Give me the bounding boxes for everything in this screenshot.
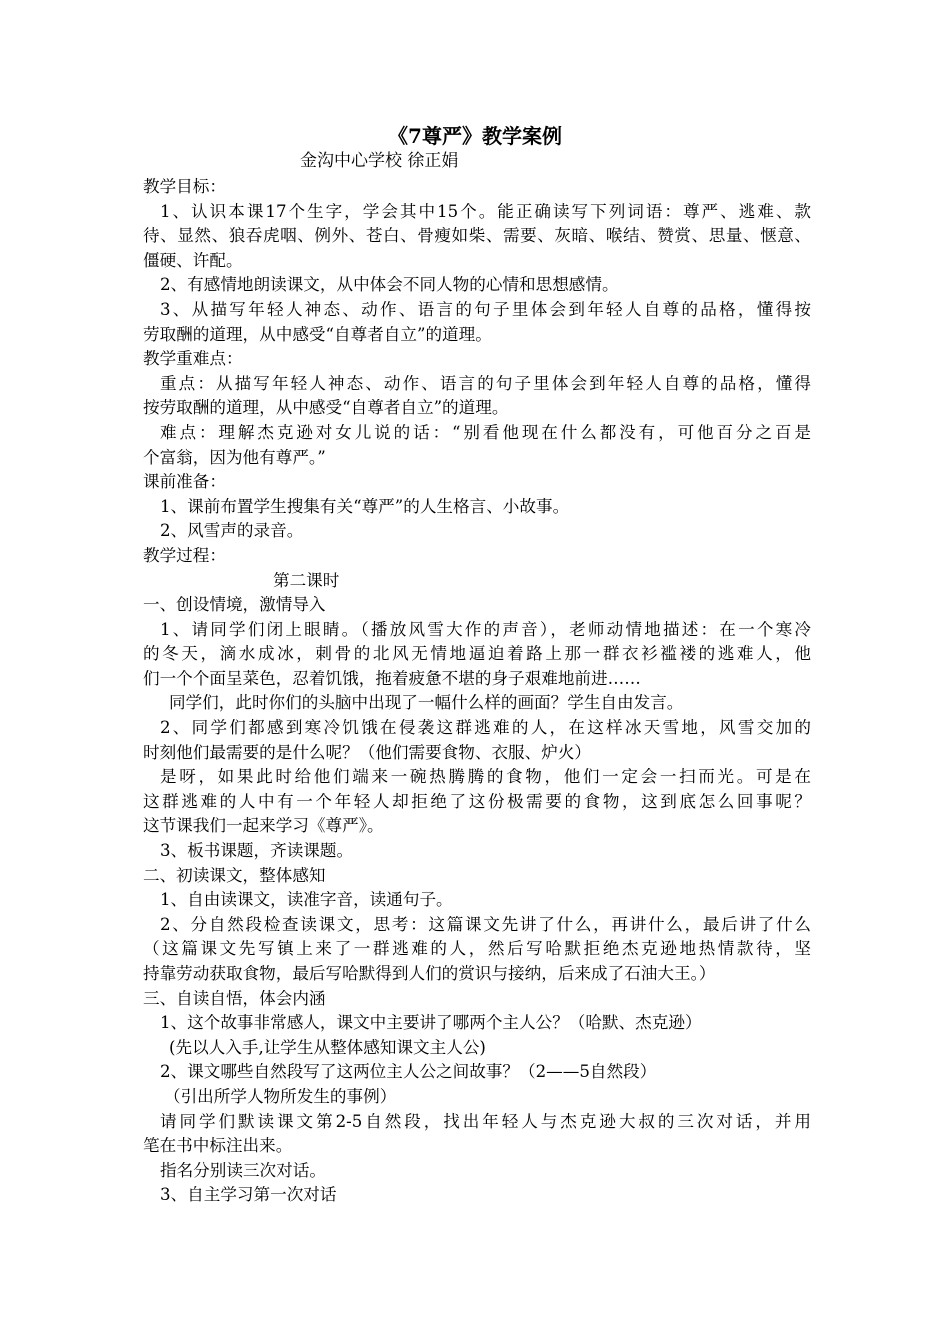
text-line: 是呀，如果此时给他们端来一碗热腾腾的食物，他们一定会一扫而光。可是在 xyxy=(160,767,811,787)
text-line: 们一个个面呈菜色，忍着饥饿，拖着疲惫不堪的身子艰难地前进…… xyxy=(143,668,641,688)
text-line: 待、显然、狼吞虎咽、例外、苍白、骨瘦如柴、需要、灰暗、喉结、赞赏、思量、惬意、 xyxy=(143,226,811,246)
text-line: 时刻他们最需要的是什么呢？（他们需要食物、衣服、炉火） xyxy=(143,742,592,762)
text-line: 持靠劳动获取食物，最后写哈默得到人们的赏识与接纳，后来成了石油大王。） xyxy=(143,964,716,983)
text-line: 1、自由读课文，读准字音，读通句子。 xyxy=(160,890,453,910)
text-line: 2、分自然段检查读课文，思考：这篇课文先讲了什么，再讲什么，最后讲了什么 xyxy=(160,914,811,934)
text-line: 1、这个故事非常感人，课文中主要讲了哪两个主人公？（哈默、杰克逊） xyxy=(160,1013,702,1033)
document-body xyxy=(143,175,811,1208)
text-line: （引出所学人物所发生的事例） xyxy=(164,1086,397,1106)
text-line: 2、风雪声的录音。 xyxy=(160,521,304,541)
text-line: 1、课前布置学生搜集有关“尊严”的人生格言、小故事。 xyxy=(160,496,570,516)
text-line: 的冬天，滴水成冰，刺骨的北风无情地逼迫着路上那一群衣衫褴褛的逃难人，他 xyxy=(143,644,811,664)
text-line: 1、认识本课17个生字，学会其中15个。能正确读写下列词语：尊严、逃难、款 xyxy=(160,201,811,221)
text-line: 重点：从描写年轻人神态、动作、语言的句子里体会到年轻人自尊的品格，懂得 xyxy=(160,373,811,393)
text-line: 劳取酬的道理，从中感受“自尊者自立”的道理。 xyxy=(143,324,492,344)
text-line: 指名分别读三次对话。 xyxy=(160,1160,326,1180)
text-line: 3、板书课题，齐读课题。 xyxy=(160,841,354,861)
text-line: 第二课时 xyxy=(273,570,340,590)
text-line: 1、请同学们闭上眼睛。（播放风雪大作的声音），老师动情地描述：在一个寒冷 xyxy=(160,619,811,639)
text-line: 按劳取酬的道理，从中感受“自尊者自立”的道理。 xyxy=(143,398,509,418)
text-line: 个富翁，因为他有尊严。” xyxy=(143,447,326,467)
text-line: 2、有感情地朗读课文，从中体会不同人物的心情和思想感情。 xyxy=(160,275,619,295)
text-line: 3、自主学习第一次对话 xyxy=(160,1185,337,1205)
text-line: 教学重难点： xyxy=(143,349,243,369)
text-line: 课前准备： xyxy=(143,472,226,492)
text-line: 这节课我们一起来学习《尊严》。 xyxy=(143,816,384,836)
text-line: 难点：理解杰克逊对女儿说的话：“别看他现在什么都没有，可他百分之百是 xyxy=(160,422,811,442)
text-line: 僵硬、许配。 xyxy=(143,250,243,270)
text-line: （这篇课文先写镇上来了一群逃难的人，然后写哈默拒绝杰克逊地热情款待，坚 xyxy=(143,939,811,959)
text-line: 2、同学们都感到寒冷饥饿在侵袭这群逃难的人，在这样冰天雪地，风雪交加的 xyxy=(160,718,811,738)
document-author: 金沟中心学校 徐正娟 xyxy=(300,151,459,171)
text-line: 笔在书中标注出来。 xyxy=(143,1136,293,1156)
text-line: 教学过程： xyxy=(143,545,226,565)
text-line: (先以人入手,让学生从整体感知课文主人公) xyxy=(169,1037,486,1057)
text-line: 2、课文哪些自然段写了这两位主人公之间故事？（2——5自然段） xyxy=(160,1062,657,1082)
text-line: 3、从描写年轻人神态、动作、语言的句子里体会到年轻人自尊的品格，懂得按 xyxy=(160,299,811,319)
text-line: 二、初读课文，整体感知 xyxy=(143,865,326,885)
text-line: 同学们，此时你们的头脑中出现了一幅什么样的画面？学生自由发言。 xyxy=(169,693,684,713)
text-line: 这群逃难的人中有一个年轻人却拒绝了这份极需要的食物，这到底怎么回事呢？ xyxy=(143,791,811,811)
text-line: 请同学们默读课文第2-5自然段，找出年轻人与杰克逊大叔的三次对话，并用 xyxy=(160,1111,811,1131)
document-title: 《7尊严》教学案例 xyxy=(388,124,562,148)
text-line: 三、自读自悟，体会内涵 xyxy=(143,988,326,1008)
text-line: 教学目标： xyxy=(143,177,226,196)
text-line: 一、创设情境，激情导入 xyxy=(143,595,326,615)
